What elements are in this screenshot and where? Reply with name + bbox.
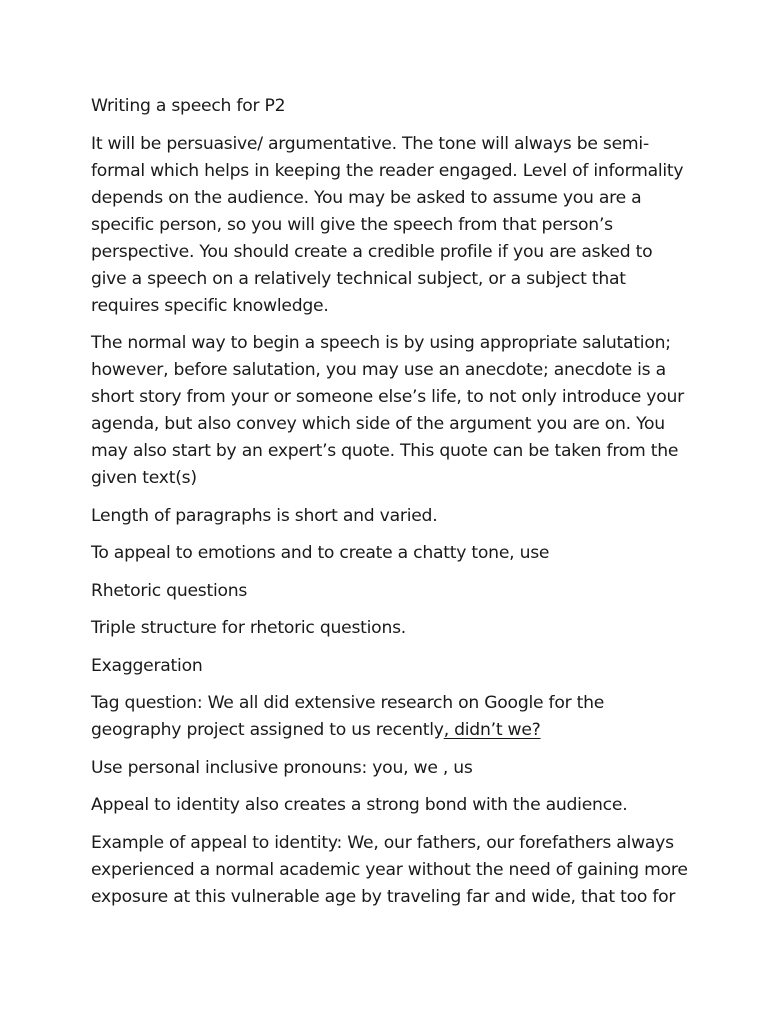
paragraph-identity-example: Example of appeal to identity: We, our fathers, our forefathers always experienced a normal academic year without the need of gaining more exposure at this vulnerable age by traveling far and wide, that too for: [91, 832, 688, 907]
paragraph-persuasive-tone: It will be persuasive/ argumentative. The tone will always be semi-formal which helps in keeping the reader engaged. Level of informality depends on the audience. You may be asked to assume you are a specific person, so you will give the speech from that person’s perspective. You should create a credible profile if you are asked to give a speech on a relatively technical subject, or a subject that requires specific knowledge.: [91, 133, 684, 316]
paragraph-appeal-identity: Appeal to identity also creates a strong bond with the audience.: [91, 795, 628, 815]
paragraph-length: Length of paragraphs is short and varied.: [91, 505, 438, 526]
tag-question-text: Tag question: We all did extensive research on Google for the geography project assigned to us recently: [91, 693, 605, 740]
paragraph-appeal-emotions: To appeal to emotions and to create a chatty tone, use: [91, 543, 550, 563]
tag-question-underlined: , didn’t we?: [443, 720, 541, 740]
item-rhetoric-questions: Rhetoric questions: [91, 580, 248, 601]
document-body: [91, 93, 691, 921]
item-triple-structure: Triple structure for rhetoric questions.: [91, 618, 407, 638]
paragraph-salutation: The normal way to begin a speech is by using appropriate salutation; however, before salutation, you may use an anecdote; anecdote is a short story from your or someone else’s life, to not only introduce your agenda, but also convey which side of the argument you are on. You may also start by an expert’s quote. This quote can be taken from the given text(s): [91, 333, 684, 488]
paragraph-tag-question: [91, 690, 691, 744]
document-title: Writing a speech for P2: [91, 96, 286, 116]
item-exaggeration: Exaggeration: [91, 655, 203, 676]
paragraph-pronouns: Use personal inclusive pronouns: you, we , us: [91, 757, 473, 778]
